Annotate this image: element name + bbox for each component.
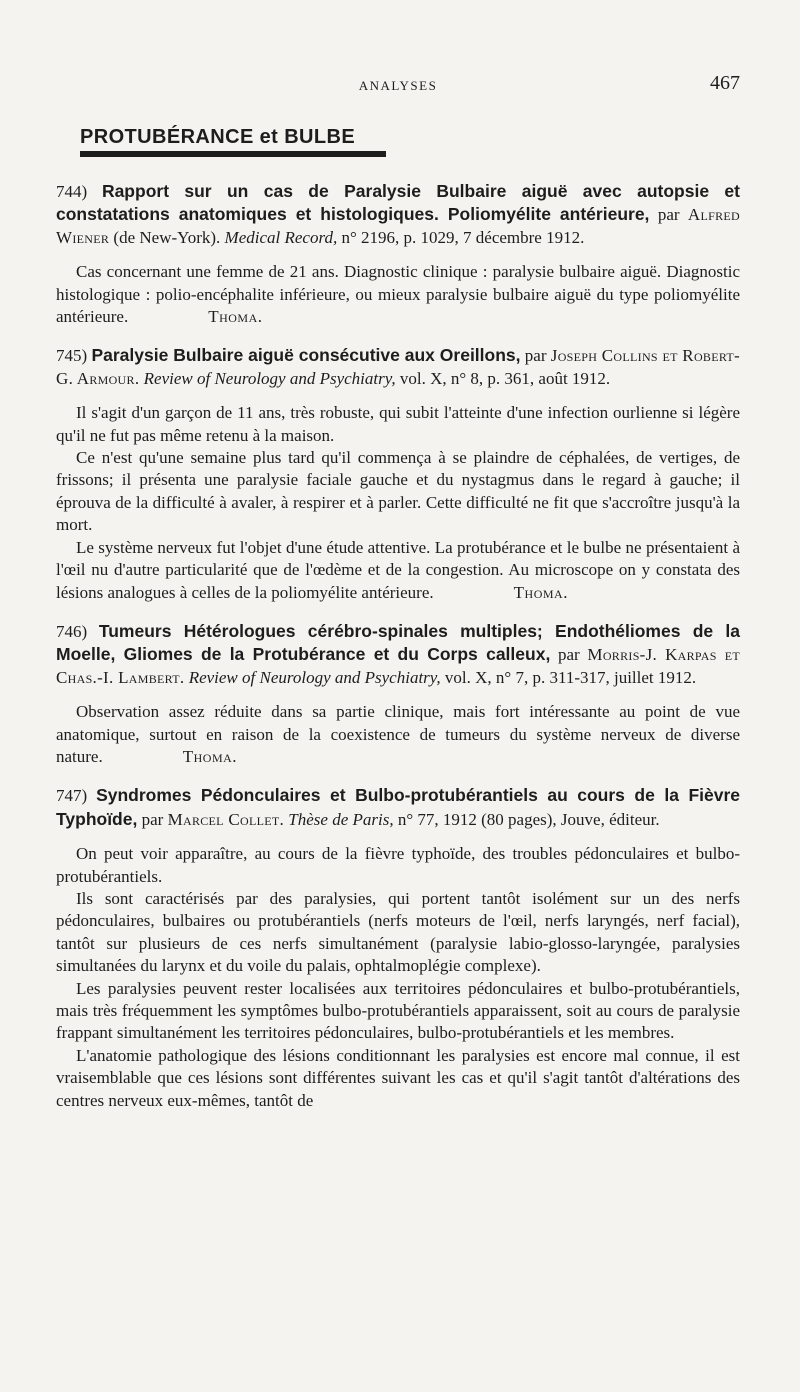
entry-paragraph: Ils sont caractérisés par des paralysies, qui portent tantôt isolément sur un des nerfs pédonculaires, bulbaires ou protubérantiels (nerfs moteurs de l'œil, nerfs laryngés, nerf facial), tantôt sur plusieurs de ces nerfs simultanément (paralysie labio-glosso-laryngée, paralysies simultanées du larynx et du voile du palais, ophtalmoplégie complexe). <box>56 888 740 976</box>
entry-reviewer: Thoma. <box>182 746 238 766</box>
running-title: ANALYSES <box>358 78 438 93</box>
section-title: PROTUBÉRANCE et BULBE <box>80 126 356 148</box>
entry-paragraph <box>56 701 740 768</box>
entry-by: par <box>141 809 164 829</box>
entry-by: par <box>558 645 580 665</box>
entry-place: (de New-York). <box>113 227 221 247</box>
paragraph-text: Observation assez réduite dans sa partie clinique, mais fort intéressante au point de vue anatomique, surtout en raison de la coexistence de tumeurs du système nerveux de diverse nature. <box>56 702 740 766</box>
entry-number: 744) <box>56 182 88 201</box>
entry-title: Rapport sur un cas de Paralysie Bulbaire aiguë avec autopsie et constatations anatomiques et histologiques. Poliomyélite antérieure, <box>56 181 740 225</box>
entry-author: Joseph Collins et Robert-G. Armour. <box>56 346 741 388</box>
entry-gap <box>56 604 740 620</box>
entry-title: Paralysie Bulbaire aiguë consécutive aux Oreillons, <box>91 345 521 366</box>
entry-reference: n° 2196, p. 1029, 7 décembre 1912. <box>341 227 585 247</box>
abstract-entry <box>56 784 740 1112</box>
entry-reviewer: Thoma. <box>208 307 263 327</box>
entry-heading <box>56 620 740 689</box>
entry-author: Marcel Collet. <box>167 809 285 829</box>
entry-paragraph: L'anatomie pathologique des lésions conditionnant les paralysies est encore mal connue, il est vraisemblable que ces lésions sont différentes suivant les cas et qu'il s'agit tantôt d'altérations des centres nerveux eux-mêmes, tantôt de <box>56 1045 740 1110</box>
paragraph-text: Le système nerveux fut l'objet d'une étude attentive. La protubérance et le bulbe ne présentaient à l'œil nu d'autre particularité que de l'œdème et de la congestion. Au microscope on y constata des lésions analogues à celles de la poliomyélite antérieure. <box>56 537 740 602</box>
entry-by: par <box>524 346 547 366</box>
entry-number: 746) <box>56 621 88 641</box>
abstract-entry <box>56 180 740 328</box>
entry-gap <box>56 328 740 344</box>
entry-heading <box>56 180 740 249</box>
entry-number: 745) <box>56 346 88 366</box>
entry-reference: vol. X, n° 8, p. 361, août 1912. <box>399 368 611 388</box>
abstracts-body <box>56 180 740 1112</box>
abstract-entry <box>56 344 740 603</box>
entry-number: 747) <box>56 786 88 806</box>
entry-title: Tumeurs Hétérologues cérébro-spinales multiples; Endothéliomes de la Moelle, Gliomes de la Protubérance et du Corps calleux, <box>56 620 740 665</box>
entry-reviewer: Thoma. <box>513 582 568 602</box>
entry-paragraph <box>56 261 740 328</box>
entry-gap <box>56 768 740 784</box>
section-rule <box>80 151 386 157</box>
paragraph-text: Cas concernant une femme de 21 ans. Diagnostic clinique : paralysie bulbaire aiguë. Diagnostic histologique : polio-encéphalite inférieure, ou mieux paralysie bulbaire aiguë du type poliomyélite antérieure. <box>56 262 740 327</box>
entry-author: Alfred Wiener <box>56 205 741 247</box>
entry-journal: Medical Record, <box>224 227 338 247</box>
entry-paragraph: On peut voir apparaître, au cours de la fièvre typhoïde, des troubles pédonculaires et bulbo-protubérantiels. <box>56 844 740 886</box>
entry-by: par <box>657 205 680 225</box>
entry-journal: Thèse de Paris, <box>288 809 394 829</box>
entry-title: Syndromes Pédonculaires et Bulbo-protubérantiels au cours de la Fièvre Typhoïde, <box>56 785 740 829</box>
entry-paragraph: Il s'agit d'un garçon de 11 ans, très robuste, qui subit l'atteinte d'une infection ourlienne si légère qu'il ne fut pas même retenu à la maison. <box>56 403 740 445</box>
entry-paragraph <box>56 537 740 604</box>
entry-reference: n° 77, 1912 (80 pages), Jouve, éditeur. <box>397 809 660 829</box>
entry-heading <box>56 344 740 390</box>
page-header <box>56 72 740 98</box>
entry-paragraph: Ce n'est qu'une semaine plus tard qu'il commença à se plaindre de céphalées, de vertiges, de frissons; il présenta une paralysie faciale gauche et du nystagmus dans le regard à gauche; il éprouva de la difficulté à avaler, à respirer et à parler. Cette difficulté ne fit que s'accroître jusqu'à la mort. <box>56 448 740 535</box>
entry-journal: Review of Neurology and Psychiatry, <box>143 368 396 388</box>
entry-paragraph: Les paralysies peuvent rester localisées aux territoires pédonculaires et bulbo-protubérantiels, mais très fréquemment les symptômes bulbo-protubérantiels apparaissent, soit au cours de paralysie frappant simultanément les territoires pédonculaires, bulbo-protubérantiels et les membres. <box>56 978 740 1043</box>
entry-heading <box>56 784 740 831</box>
entry-reference: vol. X, n° 7, p. 311-317, juillet 1912. <box>444 667 697 687</box>
page-number: 467 <box>710 72 740 94</box>
entry-journal: Review of Neurology and Psychiatry, <box>188 667 441 687</box>
entry-author: Morris-J. Karpas et Chas.-I. Lambert. <box>56 645 740 687</box>
abstract-entry <box>56 620 740 768</box>
